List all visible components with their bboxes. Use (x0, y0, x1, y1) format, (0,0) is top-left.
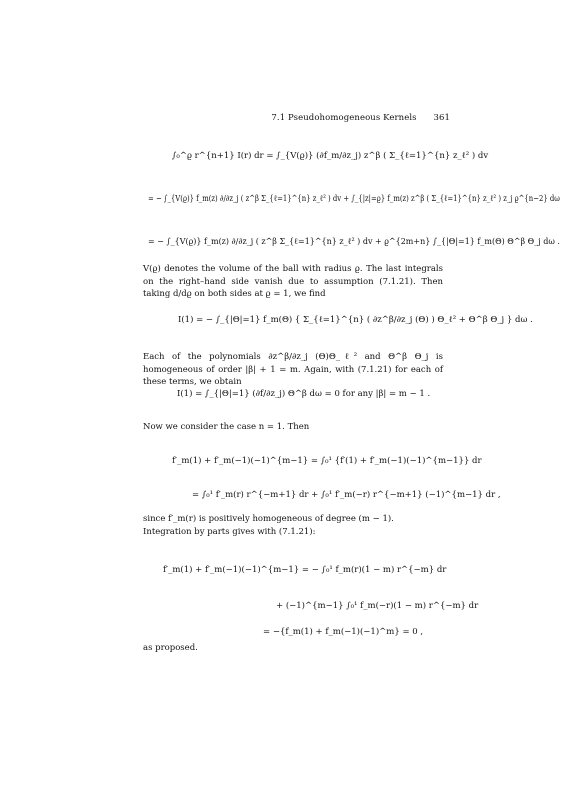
equation-8: f′_m(1) + f′_m(−1)(−1)^{m−1} = − ∫₀¹ f_m(r)(1 − m) r^{−m} dr (163, 565, 447, 575)
equation-4: I(1) = − ∫_{|Θ|=1} f_m(Θ) { Σ_{ℓ=1}^{n} ( ∂z^β/∂z_j (Θ) ) Θ_ℓ² + Θ^β Θ_j } dω . (178, 315, 533, 325)
equation-9: + (−1)^{m−1} ∫₀¹ f_m(−r)(1 − m) r^{−m} dr (276, 601, 479, 611)
section-title: 7.1 Pseudohomogeneous Kernels (271, 113, 417, 123)
equation-1: ∫₀^ϱ r^{n+1} I(r) dr = ∫_{V(ϱ)} (∂f_m/∂z_j) z^β ( Σ_{ℓ=1}^{n} z_ℓ² ) dv (172, 151, 489, 161)
running-header (271, 113, 450, 123)
equation-7: = ∫₀¹ f′_m(r) r^{−m+1} dr + ∫₀¹ f′_m(−r) r^{−m+1} (−1)^{m−1} dr , (192, 490, 501, 500)
paragraph-6: as proposed. (143, 643, 198, 653)
equation-5: I(1) = ∫_{|Θ|=1} (∂f/∂z_j) Θ^β dω = 0 for any |β| = m − 1 . (177, 389, 431, 399)
paragraph-5: Integration by parts gives with (7.1.21): (143, 527, 316, 537)
equation-2: = − ∫_{V(ϱ)} f_m(z) ∂/∂z_j ( z^β Σ_{ℓ=1}^{n} z_ℓ² ) dv + ∫_{|z|=ϱ} f_m(z) z^β ( Σ_{ℓ=1}^{n} z_ℓ² ) z_j ϱ^{n−2} dω (148, 194, 560, 204)
equation-6: f′_m(1) + f′_m(−1)(−1)^{m−1} = ∫₀¹ {f′(1) + f′_m(−1)(−1)^{m−1}} dr (172, 456, 482, 466)
page-number: 361 (433, 113, 450, 123)
paragraph-2: Each of the polynomials ∂z^β/∂z_j (Θ)Θ_ℓ² and Θ^β Θ_j is homogeneous of order |β| + 1 = m. Again, with (7.1.21) for each of these terms, we obtain (143, 352, 443, 387)
equation-3: = − ∫_{V(ϱ)} f_m(z) ∂/∂z_j ( z^β Σ_{ℓ=1}^{n} z_ℓ² ) dv + ϱ^{2m+n} ∫_{|Θ|=1} f_m(Θ) Θ^β Θ_j dω . (148, 237, 560, 247)
equation-10: = −{f_m(1) + f_m(−1)(−1)^m} = 0 , (263, 627, 424, 637)
paragraph-1: V(ϱ) denotes the volume of the ball with radius ϱ. The last integrals on the right–hand side vanish due to assumption (7.1.21). Then taking d/dϱ on both sides at ϱ = 1, we find (143, 264, 443, 299)
paragraph-3: Now we consider the case n = 1. Then (143, 422, 310, 432)
paragraph-4: since f′_m(r) is positively homogeneous of degree (m − 1). (143, 514, 394, 524)
